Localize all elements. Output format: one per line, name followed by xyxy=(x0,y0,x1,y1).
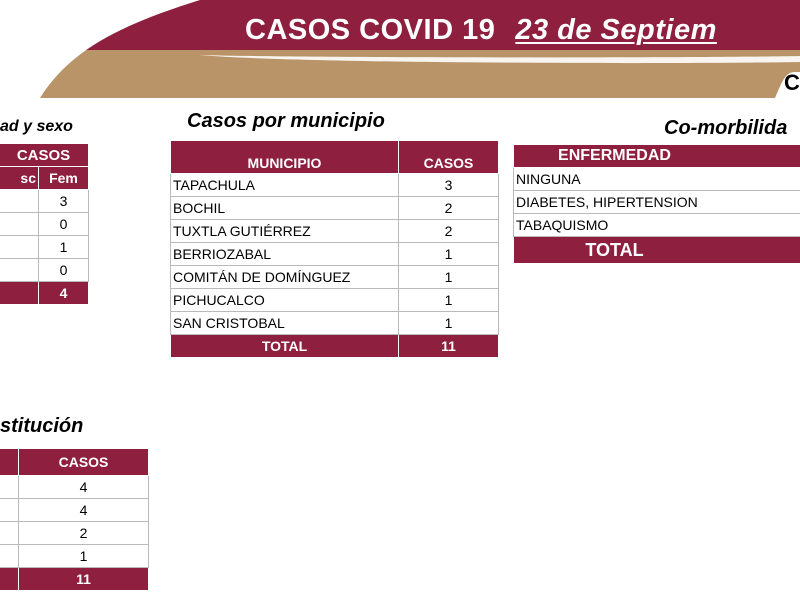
table-row xyxy=(0,259,89,282)
page-title xyxy=(245,14,717,47)
table-row xyxy=(0,545,149,568)
table-row xyxy=(171,312,499,335)
fem-value: 0 xyxy=(39,213,89,236)
municipio-casos: 1 xyxy=(399,243,499,266)
institucion-casos: 4 xyxy=(19,499,149,522)
table-row xyxy=(514,191,800,214)
enfermedad-name: TABAQUISMO xyxy=(514,214,800,237)
col-municipio: MUNICIPIO xyxy=(171,141,399,174)
fem-value: 1 xyxy=(39,236,89,259)
institucion-title: stitución xyxy=(0,415,84,437)
municipio-casos: 1 xyxy=(399,289,499,312)
municipio-casos: 3 xyxy=(399,174,499,197)
table-row xyxy=(171,243,499,266)
header-casos: CASOS xyxy=(0,144,89,167)
col-casos: CASOS xyxy=(399,141,499,174)
institucion-casos: 1 xyxy=(19,545,149,568)
municipio-title: Casos por municipio xyxy=(187,110,385,132)
col-masc: sc xyxy=(0,167,39,190)
col-enfermedad: ENFERMEDAD xyxy=(514,145,800,168)
comorbilidad-table xyxy=(513,144,800,264)
header-banner xyxy=(0,0,800,100)
table-row xyxy=(0,236,89,259)
total-value: 11 xyxy=(399,335,499,358)
col-casos: CASOS xyxy=(19,449,149,476)
table-row xyxy=(171,289,499,312)
municipio-name: BOCHIL xyxy=(171,197,399,220)
institucion-table xyxy=(0,448,149,591)
table-row xyxy=(0,476,149,499)
table-row xyxy=(514,214,800,237)
col-fem: Fem xyxy=(39,167,89,190)
municipio-name: SAN CRISTOBAL xyxy=(171,312,399,335)
municipio-name: PICHUCALCO xyxy=(171,289,399,312)
total-label: TOTAL xyxy=(171,335,399,358)
institucion-casos: 4 xyxy=(19,476,149,499)
enfermedad-name: DIABETES, HIPERTENSION xyxy=(514,191,800,214)
municipio-casos: 1 xyxy=(399,312,499,335)
table-row xyxy=(171,174,499,197)
edad-sexo-title: ad y sexo xyxy=(0,118,73,135)
municipio-name: TAPACHULA xyxy=(171,174,399,197)
total-row xyxy=(171,335,499,358)
table-row xyxy=(171,197,499,220)
fem-total: 4 xyxy=(39,282,89,305)
table-row xyxy=(514,168,800,191)
municipio-casos: 2 xyxy=(399,197,499,220)
municipio-name: BERRIOZABAL xyxy=(171,243,399,266)
municipio-casos: 2 xyxy=(399,220,499,243)
municipio-table xyxy=(170,140,499,358)
institucion-total: 11 xyxy=(19,568,149,591)
fem-value: 3 xyxy=(39,190,89,213)
institucion-casos: 2 xyxy=(19,522,149,545)
header-right-text: C xyxy=(784,70,800,95)
total-label: TOTAL xyxy=(514,237,800,264)
table-header-row xyxy=(0,144,89,167)
title-date: 23 de Septiem xyxy=(515,14,717,46)
table-row xyxy=(0,213,89,236)
municipio-name: TUXTLA GUTIÉRREZ xyxy=(171,220,399,243)
comorbilidad-title: Co-morbilida xyxy=(664,117,788,139)
table-row xyxy=(0,522,149,545)
table-header-row xyxy=(0,167,89,190)
table-header-row xyxy=(0,449,149,476)
municipio-casos: 1 xyxy=(399,266,499,289)
table-row xyxy=(0,499,149,522)
enfermedad-name: NINGUNA xyxy=(514,168,800,191)
table-row xyxy=(0,190,89,213)
edad-sexo-table xyxy=(0,143,89,305)
table-header-row xyxy=(171,141,499,174)
total-row xyxy=(514,237,800,264)
table-row xyxy=(171,266,499,289)
title-text: CASOS COVID 19 xyxy=(245,14,496,46)
total-row xyxy=(0,568,149,591)
fem-value: 0 xyxy=(39,259,89,282)
total-row xyxy=(0,282,89,305)
table-row xyxy=(171,220,499,243)
table-header-row xyxy=(514,145,800,168)
municipio-name: COMITÁN DE DOMÍNGUEZ xyxy=(171,266,399,289)
